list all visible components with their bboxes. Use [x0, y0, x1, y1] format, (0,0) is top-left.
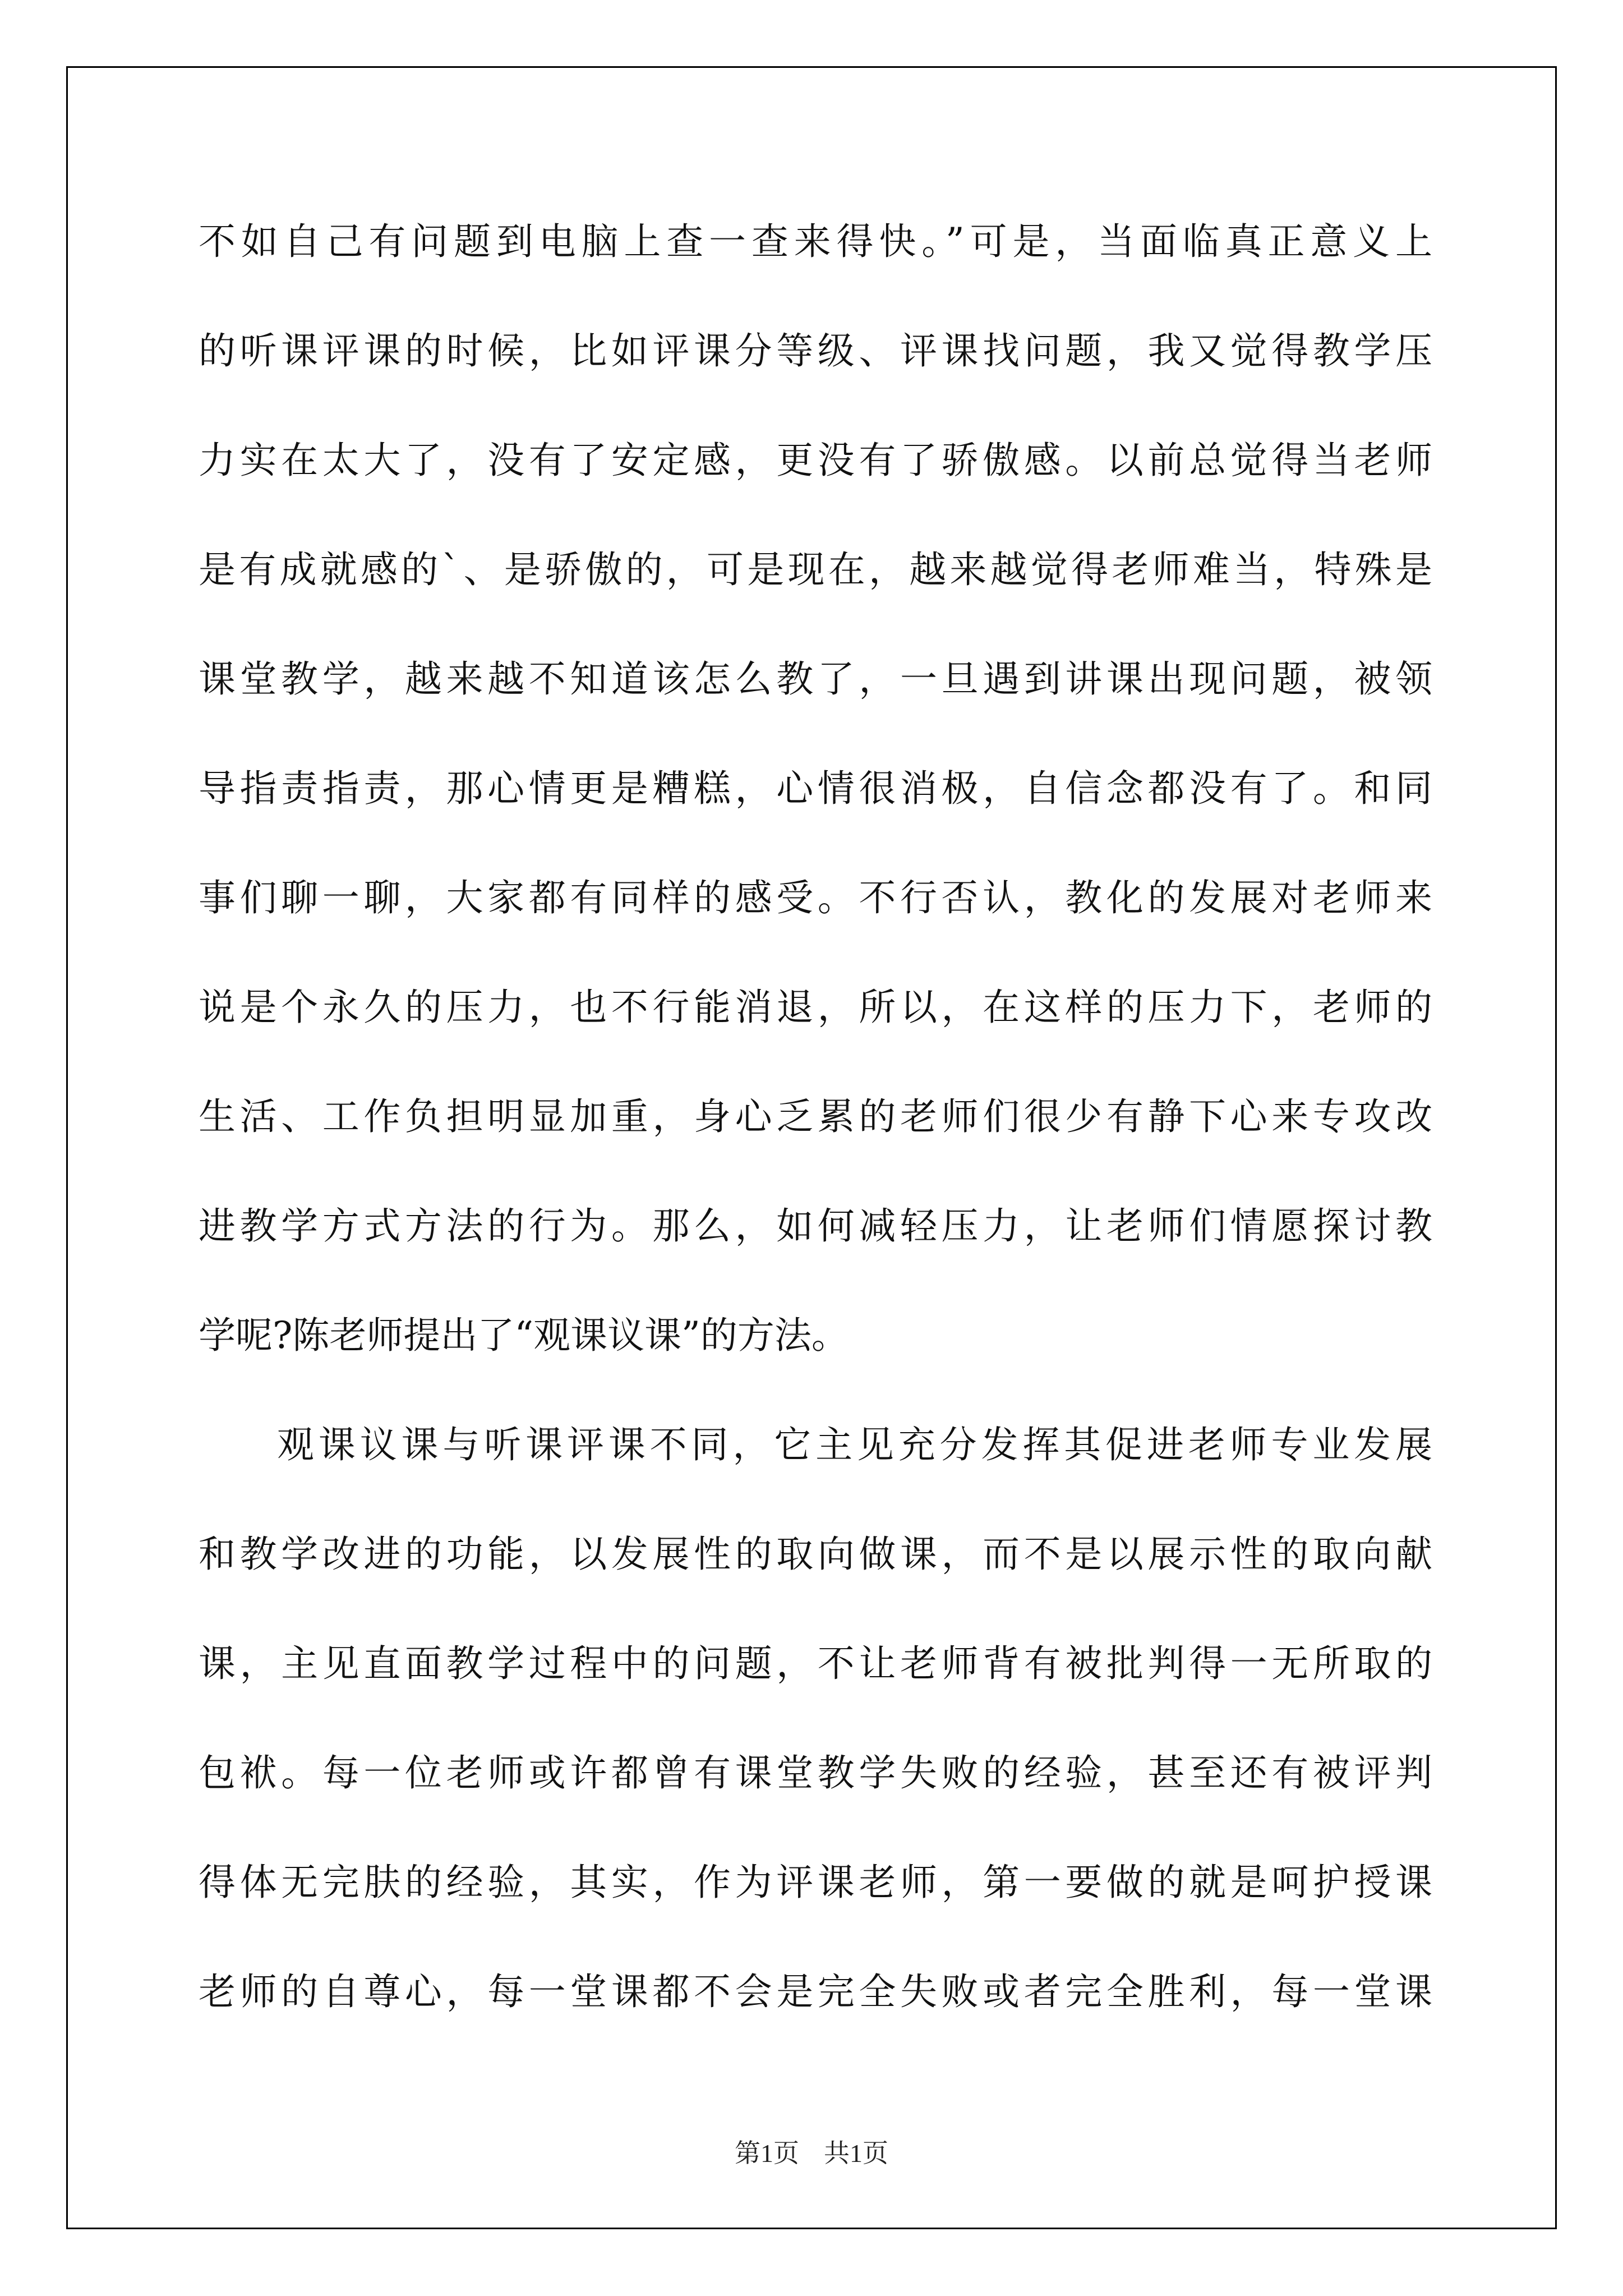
page-current: 第1页	[735, 2139, 799, 2168]
text-line: 得体无完肤的经验，其实，作为评课老师，第一要做的就是呵护授课	[199, 1861, 1432, 1904]
text-line: 导指责指责，那心情更是糟糕，心情很消极，自信念都没有了。和同	[199, 767, 1432, 810]
text-line: 是有成就感的`、是骄傲的，可是现在，越来越觉得老师难当，特殊是	[199, 548, 1432, 591]
text-line: 和教学改进的功能，以发展性的取向做课，而不是以展示性的取向献	[199, 1533, 1432, 1576]
text-line: 说是个永久的压力，也不行能消退，所以，在这样的压力下，老师的	[199, 986, 1432, 1029]
text-line: 力实在太大了，没有了安定感，更没有了骄傲感。以前总觉得当老师	[199, 439, 1432, 482]
text-line: 进教学方式方法的行为。那么，如何减轻压力，让老师们情愿探讨教	[199, 1204, 1432, 1248]
text-line: 学呢?陈老师提出了“观课议课”的方法。	[199, 1314, 849, 1357]
document-body	[199, 220, 1432, 2083]
text-line: 生活、工作负担明显加重，身心乏累的老师们很少有静下心来专攻改	[199, 1095, 1432, 1138]
text-line: 包袱。每一位老师或许都曾有课堂教学失败的经验，甚至还有被评判	[199, 1751, 1432, 1795]
text-line: 课，主见直面教学过程中的问题，不让老师背有被批判得一无所取的	[199, 1642, 1432, 1685]
text-line: 观课议课与听课评课不同，它主见充分发挥其促进老师专业发展	[277, 1423, 1432, 1466]
text-line: 老师的自尊心，每一堂课都不会是完全失败或者完全胜利，每一堂课	[199, 1970, 1432, 2013]
text-line: 事们聊一聊，大家都有同样的感受。不行否认，教化的发展对老师来	[199, 876, 1432, 919]
page-footer	[0, 2133, 1623, 2170]
text-line: 课堂教学，越来越不知道该怎么教了，一旦遇到讲课出现问题，被领	[199, 657, 1432, 701]
text-line: 不如自己有问题到电脑上查一查来得快。”可是，当面临真正意义上	[199, 220, 1432, 263]
text-line: 的听课评课的时候，比如评课分等级、评课找问题，我又觉得教学压	[199, 329, 1432, 372]
page-total: 共1页	[824, 2139, 888, 2168]
